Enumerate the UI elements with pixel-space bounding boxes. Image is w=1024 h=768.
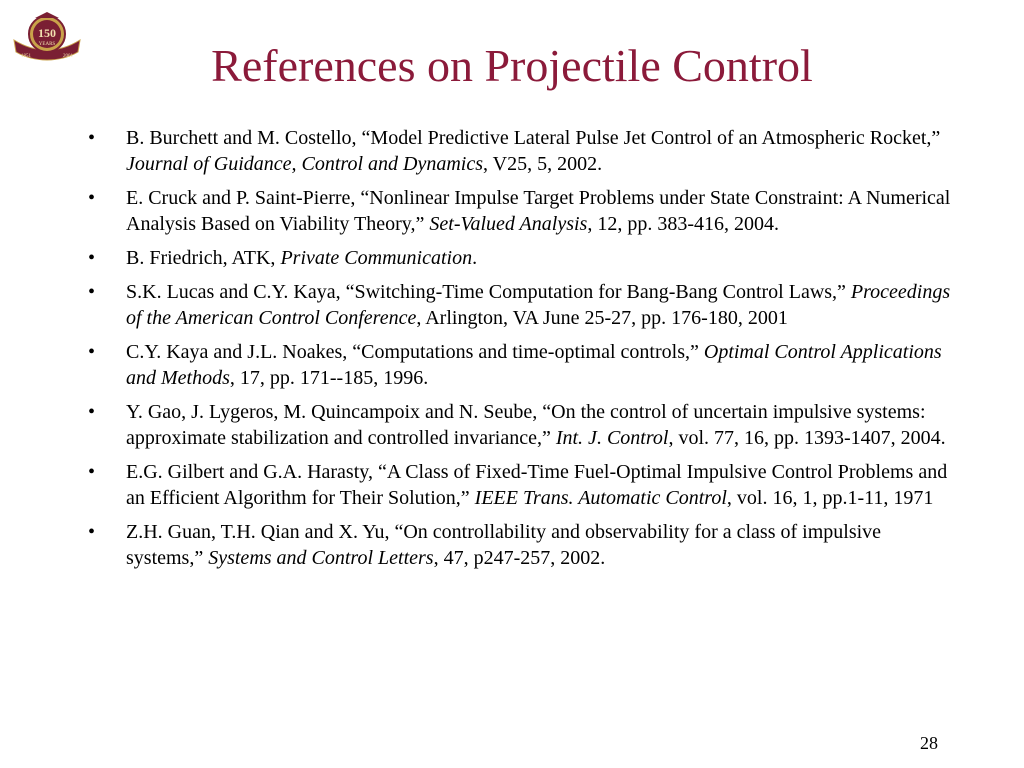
reference-venue: Int. J. Control <box>555 427 669 449</box>
reference-details: , 17, pp. 171--185, 1996. <box>229 367 429 389</box>
reference-item <box>80 459 960 511</box>
reference-details: , vol. 16, 1, pp.1-11, 1971 <box>726 487 934 509</box>
reference-venue: Proceedings of the American Control Conference <box>126 281 951 329</box>
reference-authors-title: S.K. Lucas and C.Y. Kaya, “Switching-Time Computation for Bang-Bang Control Laws,” <box>126 281 851 303</box>
reference-details: , V25, 5, 2002. <box>483 153 603 175</box>
reference-details: , 47, p247-257, 2002. <box>433 547 606 569</box>
reference-venue: Journal of Guidance, Control and Dynamics <box>126 153 484 175</box>
reference-authors-title: B. Burchett and M. Costello, “Model Predictive Lateral Pulse Jet Control of an Atmospheric Rocket,” <box>126 127 941 149</box>
reference-authors-title: Y. Gao, J. Lygeros, M. Quincampoix and N. Seube, “On the control of uncertain impulsive systems: approximate stabilization and controlled invariance,” <box>126 401 926 449</box>
references-list <box>80 125 960 579</box>
bullet-icon: • <box>88 127 96 149</box>
reference-venue: Systems and Control Letters <box>208 547 434 569</box>
reference-item <box>80 245 960 271</box>
reference-item <box>80 339 960 391</box>
reference-item <box>80 125 960 177</box>
bullet-icon: • <box>88 401 96 423</box>
bullet-icon: • <box>88 461 96 483</box>
reference-item <box>80 279 960 331</box>
reference-details: , 12, pp. 383-416, 2004. <box>587 213 780 235</box>
slide-title: References on Projectile Control <box>211 40 813 91</box>
reference-details: . <box>472 247 478 269</box>
bullet-icon: • <box>88 187 96 209</box>
bullet-icon: • <box>88 281 96 303</box>
reference-authors-title: E.G. Gilbert and G.A. Harasty, “A Class of Fixed-Time Fuel-Optimal Impulsive Control Problems and an Efficient Algorithm for Their Solution,” <box>126 461 948 509</box>
bullet-icon: • <box>88 341 96 363</box>
reference-authors-title: Z.H. Guan, T.H. Qian and X. Yu, “On controllability and observability for a class of impulsive systems,” <box>126 521 882 569</box>
reference-venue: Optimal Control Applications and Methods <box>126 341 942 389</box>
reference-item <box>80 519 960 571</box>
reference-item <box>80 185 960 237</box>
page-number: 28 <box>920 733 938 753</box>
reference-venue: IEEE Trans. Automatic Control <box>474 487 727 509</box>
bullet-icon: • <box>88 521 96 543</box>
logo-years: YEARS <box>38 42 56 47</box>
logo-left-year: 1851 <box>21 54 31 59</box>
logo-right-year: 2001 <box>63 54 73 59</box>
reference-authors-title: C.Y. Kaya and J.L. Noakes, “Computations and time-optimal controls,” <box>126 341 704 363</box>
reference-details: , vol. 77, 16, pp. 1393-1407, 2004. <box>668 427 946 449</box>
reference-venue: Private Communication <box>280 247 473 269</box>
reference-authors-title: B. Friedrich, ATK, <box>126 247 281 269</box>
reference-item <box>80 399 960 451</box>
reference-details: , Arlington, VA June 25-27, pp. 176-180, 2001 <box>416 307 788 329</box>
reference-venue: Set-Valued Analysis <box>429 213 588 235</box>
logo-number: 150 <box>38 26 56 40</box>
bullet-icon: • <box>88 247 96 269</box>
reference-authors-title: E. Cruck and P. Saint-Pierre, “Nonlinear Impulse Target Problems under State Constraint: A Numerical Analysis Based on Viability Theory,” <box>126 187 951 235</box>
